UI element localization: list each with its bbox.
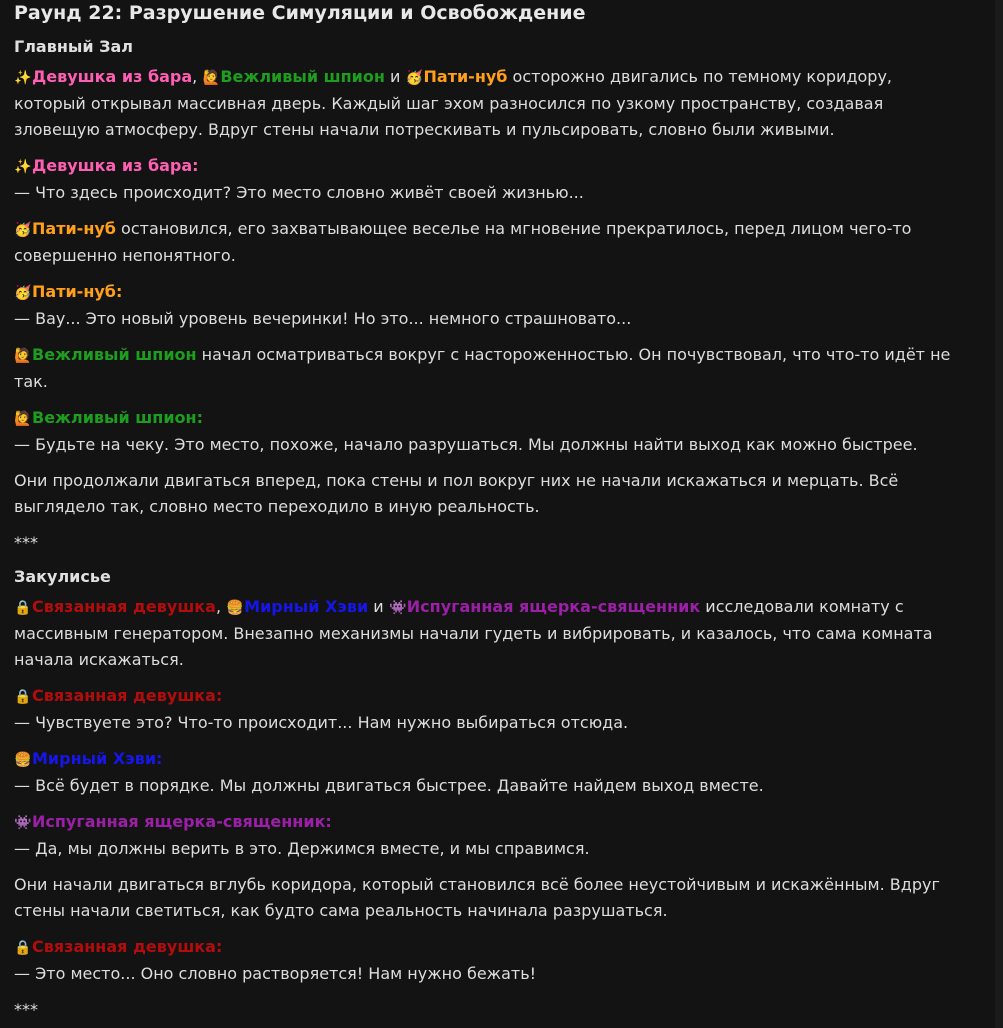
speaker-heavy	[14, 746, 963, 773]
dialogue-line: — Вау... Это новый уровень вечеринки! Но это... немного страшновато...	[14, 309, 632, 328]
narration-text: начал осматриваться вокруг с настороженностью. Он почувствовал, что что-то идёт не так.	[14, 345, 951, 391]
separator: и	[384, 67, 406, 86]
speaker-name: Связанная девушка:	[32, 686, 223, 705]
speaker-name: Связанная девушка:	[32, 937, 223, 956]
separator: и	[368, 597, 389, 616]
speaker-name: Испуганная ящерка-священник:	[32, 812, 332, 831]
lock-icon: 🔒	[14, 689, 32, 705]
dialogue-line: — Да, мы должны верить в это. Держимся вместе, и мы справимся.	[14, 839, 590, 858]
dialogue-line: — Чувствуете это? Что-то происходит... Нам нужно выбираться отсюда.	[14, 713, 629, 732]
dialogue-line: — Будьте на чеку. Это место, похоже, начало разрушаться. Мы должны найти выход как можно быстрее.	[14, 435, 918, 454]
sparkles-icon: ✨	[14, 70, 32, 86]
character-name-party-noob: Пати-нуб	[423, 67, 508, 86]
separator: ,	[215, 597, 227, 616]
speaker-lizard	[14, 809, 963, 836]
separator: ,	[192, 67, 203, 86]
intro-paragraph-main-hall	[14, 64, 963, 143]
speaker-name: Пати-нуб:	[32, 282, 123, 301]
outro-paragraph-main-hall: Они продолжали двигаться вперед, пока стены и пол вокруг них не начали искажаться и мерцать. Всё выглядело так, словно место переходило в иную реальность.	[14, 471, 899, 516]
scene-separator: ***	[14, 533, 38, 552]
person-raising-hand-icon: 🙋	[14, 348, 32, 364]
lock-icon: 🔒	[14, 940, 32, 956]
partying-face-icon: 🥳	[405, 70, 424, 86]
narration-spy	[14, 342, 963, 395]
outro-paragraph-backstage: Они начали двигаться вглубь коридора, который становился всё более неустойчивым и искажённым. Вдруг стены начали светиться, как будто сама реальность начинала разрушаться.	[14, 875, 940, 920]
person-raising-hand-icon: 🙋	[202, 70, 221, 86]
scene-separator: ***	[14, 1000, 38, 1019]
burger-icon: 🍔	[226, 600, 244, 616]
speaker-name: Вежливый шпион:	[32, 408, 203, 427]
character-name-spy: Вежливый шпион	[32, 345, 197, 364]
speaker-name: Девушка из бара:	[32, 156, 199, 175]
character-name-bar-girl: Девушка из бара	[32, 67, 193, 86]
character-name-spy: Вежливый шпион	[220, 67, 385, 86]
speaker-party-noob	[14, 279, 963, 306]
dialogue-line: — Всё будет в порядке. Мы должны двигаться быстрее. Давайте найдем выход вместе.	[14, 776, 764, 795]
narration-party-noob	[14, 216, 963, 269]
speaker-name: Мирный Хэви:	[32, 749, 163, 768]
partying-face-icon: 🥳	[14, 285, 32, 301]
alien-monster-icon: 👾	[14, 815, 32, 831]
partying-face-icon: 🥳	[14, 222, 32, 238]
section-heading-backstage: Закулисье	[14, 567, 111, 586]
character-name-lizard: Испуганная ящерка-священник	[406, 597, 701, 616]
character-name-bound-girl: Связанная девушка	[32, 597, 216, 616]
intro-paragraph-backstage	[14, 594, 963, 673]
sparkles-icon: ✨	[14, 159, 32, 175]
dialogue-line: — Что здесь происходит? Это место словно живёт своей жизнью...	[14, 183, 584, 202]
burger-icon: 🍔	[14, 752, 32, 768]
character-name-party-noob: Пати-нуб	[32, 219, 116, 238]
character-name-heavy: Мирный Хэви	[244, 597, 369, 616]
narration-text: исследовали комнату с массивным генератором. Внезапно механизмы начали гудеть и вибрировать, и казалось, что сама комната начала искажаться.	[14, 597, 933, 669]
lock-icon: 🔒	[14, 600, 32, 616]
dialogue-line: — Это место... Оно словно растворяется! Нам нужно бежать!	[14, 964, 537, 983]
alien-monster-icon: 👾	[389, 600, 407, 616]
speaker-spy	[14, 405, 963, 432]
narration-text: остановился, его захватывающее веселье на мгновение прекратилось, перед лицом чего-то совершенно непонятного.	[14, 219, 912, 265]
narration-text: осторожно двигались по темному коридору, который открывал массивная дверь. Каждый шаг эхом разносился по узкому пространству, создавая зловещую атмосферу. Вдруг стены начали потрескивать и пульсировать, словно были живыми.	[14, 67, 892, 139]
page-title: Раунд 22: Разрушение Симуляции и Освобождение	[14, 2, 586, 24]
speaker-bar-girl	[14, 153, 963, 180]
scrollbar[interactable]	[995, 0, 1003, 1028]
person-raising-hand-icon: 🙋	[14, 411, 32, 427]
speaker-bound-girl	[14, 683, 963, 710]
speaker-bound-girl	[14, 934, 963, 961]
section-heading-main-hall: Главный Зал	[14, 37, 134, 56]
